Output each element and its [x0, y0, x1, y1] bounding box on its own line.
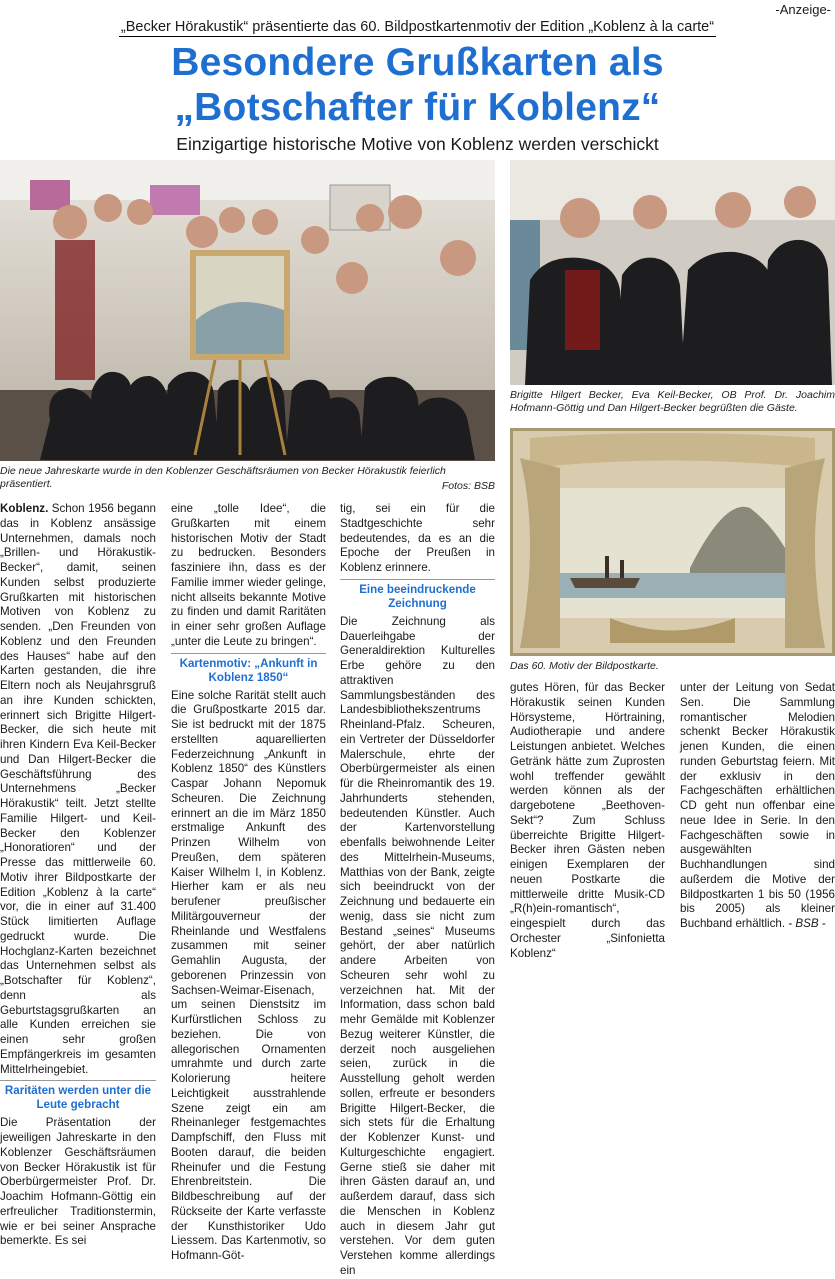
article-column-4	[510, 681, 665, 961]
column-2-paragraph-1: eine „tolle Idee“, die Grußkarten mit einem historischen Motiv der Stadt zu bedrucken. Besonders fasziniere ihn, dass es der Familie immer wieder gelinge, nicht allseits bekannte Motive zu finden und damit Raritäten in einer sehr großen Auflage „unter die Leute zu bringen“.	[171, 502, 326, 648]
postcard-motif-image	[510, 428, 835, 656]
headline-line-1: Besondere Grußkarten als	[171, 41, 664, 84]
article-column-2	[171, 502, 326, 1264]
dateline: Koblenz.	[0, 502, 49, 515]
headline	[0, 40, 835, 130]
article-column-1	[0, 502, 156, 1249]
postcard-caption: Das 60. Motiv der Bildpostkarte.	[510, 660, 659, 672]
column-1-paragraph-1: Schon 1956 begann das in Koblenz ansässige Unternehmen, damals noch „Brillen- und Hörakustik-Becker“, damit, seinen Kunden selbst produzierte Grußkarten mit historischen Motiven von Koblenz zu senden. „Den Freunden von Koblenz und den Freunden des Hauses“ habe auf den Karten gestanden, die ihre Eltern noch als Neujahrsgruß an ihre Kunden schickten, erinnert sich Brigitte Hilgert-Becker, die sich heute mit ihren Kindern Eva Keil-Becker und Dan Hilgert-Becker die Geschäftsführung des Unternehmens „Becker Hörakustik“ teilt. Jetzt stellte Familie Hilgert- und Keil-Becker den Koblenzer „Honoratioren“ und der Presse das mittlerweile 60. Motiv ihrer Bildpostkarte der Edition „Koblenz à la carte“ vor, die in einer auf 31.400 Stück limitierten Auflage gedruckt wurde. Die Hochglanz-Karten bezeichnet das Unternehmen selbst als „Botschafter für Koblenz“, denn als Geburtstagsgrußkarten an alle Kunden erreichen sie einen sehr großen Empfängerkreis im gesamten Mittelrheingebiet.	[0, 502, 156, 1076]
photo-credit: Fotos: BSB	[441, 480, 495, 492]
article-column-3	[340, 502, 495, 1279]
group-photo-right	[510, 160, 835, 385]
right-photo-illustration	[510, 160, 835, 385]
article-column-5	[680, 681, 835, 932]
main-photo-caption: Die neue Jahreskarte wurde in den Koblenzer Geschäftsräumen von Becker Hörakustik feierlich präsentiert.	[0, 465, 446, 490]
subheading-card-motif: Kartenmotiv: „Ankunft in Koblenz 1850“	[171, 653, 326, 685]
headline-line-2: „Botschafter für Koblenz“	[174, 86, 661, 129]
right-photo-caption: Brigitte Hilgert Becker, Eva Keil-Becker, OB Prof. Dr. Joachim Hofmann-Göttig und Dan Hilgert-Becker begrüßten die Gäste.	[510, 389, 835, 414]
subheadline: Einzigartige historische Motive von Koblenz werden verschickt	[176, 134, 659, 154]
kicker-line	[0, 19, 835, 35]
column-5-paragraph-1: unter der Leitung von Sedat Sen. Die Sammlung romantischer Melodien schenkt Becker Hörakustik jenen Kunden, die einen runden Geburtstag feiern. Mit der exklusiv in den Fachgeschäften erhältlichen CD geht nun offenbar eine neue Idee in Serie. In den Fachgeschäften sowie in ausgewählten Buchhandlungen sind außerdem die Motive der Bildpostkarten 1 bis 50 (1956 bis 2005) als kleiner Buchband erhältlich.	[680, 681, 835, 930]
column-1-paragraph-2: Die Präsentation der jeweiligen Jahreskarte in den Koblenzer Geschäftsräumen von Becker Hörakustik ist für Oberbürgermeister Prof. Dr. Joachim Hofmann-Göttig ein erfreulicher Traditionstermin, wie er bei seiner Ansprache bemerkte. Es sei	[0, 1116, 156, 1248]
author-signature: - BSB -	[788, 917, 826, 930]
subheading-drawing: Eine beeindruckende Zeichnung	[340, 579, 495, 611]
advertisement-label: -Anzeige-	[775, 2, 831, 17]
postcard-illustration	[510, 428, 835, 656]
column-3-paragraph-1: tig, sei ein für die Stadtgeschichte sehr bedeutendes, da es an die Epoche der Preußen in Koblenz erinnere.	[340, 502, 495, 574]
column-4-paragraph-1: gutes Hören, für das Becker Hörakustik seinen Kunden Hörsysteme, Hörtraining, Audiotherapie und andere Leistungen anbietet. Welches Getränk hätte zum Zuprosten wohl treffender gewählt werden können als der dargebotene „Beethoven-Sekt“? Zum Schluss überreichte Brigitte Hilgert-Becker ihren Gästen neben einigen Exemplaren der neuen Postkarte die mittlerweile dritte Musik-CD „R(h)ein-romantisch“, eingespielt durch das Orchester „Sinfonietta Koblenz“	[510, 681, 665, 960]
subheading-rarities: Raritäten werden unter die Leute gebracht	[0, 1080, 156, 1112]
column-2-paragraph-2: Eine solche Rarität stellt auch die Grußpostkarte 2015 dar. Sie ist bedruckt mit der 1875 erstellten aquarellierten Federzeichnung „Ankunft in Koblenz 1850“ des Künstlers Caspar Johann Nepomuk Scheuren. Die Zeichnung erinnert an die im März 1850 erstmalige Ankunft des Prinzen Wilhelm von Preußen, dem späteren Kaiser Wilhelm I, in Koblenz. Hierher kam er als neu berufener preußischer Militärgouverneur der Rheinlande und Westfalens zusammen mit seiner Gemahlin Augusta, der geborenen Prinzessin von Sachsen-Weimar-Eisenach, um seinen Dienstsitz im Kurfürstlichen Schloss zu beziehen. Die von allegorischen Ornamenten umrahmte und durch zarte Kolorierung heitere Leichtigkeit ausstrahlende Szene zeigt ein am Rheinanleger festgemachtes Dampfschiff, den Fluss mit Booten darauf, die beiden Rheinufer und die Festung Ehrenbreitstein. Die Bildbeschreibung auf der Rückseite der Karte verfasste der Kunsthistoriker Udo Liessem. Das Kartenmotiv, so Hofmann-Göt-	[171, 688, 326, 1262]
group-photo-illustration	[0, 160, 495, 461]
kicker-text: „Becker Hörakustik“ präsentierte das 60. Bildpostkartenmotiv der Edition „Koblenz à la carte“	[120, 19, 715, 35]
column-3-paragraph-2: Die Zeichnung als Dauerleihgabe der Generaldirektion Kulturelles Erbe gehöre zu den attraktiven Sammlungsbeständen des Landesbibliothekszentrums Rheinland-Pfalz. Scheuren, ein Vertreter der Düsseldorfer Malerschule, ehrte der Oberbürgermeister als einen für die Rheinromantik des 19. Jahrhunderts stehenden, bedeutenden Künstler. Auch der Kartenvorstellung ebenfalls beiwohnende Leiter des Mittelrhein-Museums, Matthias von der Bank, zeigte sich beeindruckt von der Zeichnung und bedauerte ein wenig, dass sie nicht zum Bestand „seines“ Museums gehört, der aber natürlich andere Arbeiten von Scheuren sehr wohl zu verzeichnen hat. Mit der Information, dass schon bald mehr Gemälde mit Koblenzer Bezug weiterer Künstler, die derzeit noch ausgeliehen seien, zurück in die Ausstellung geholt werden sollen, erfreute er besonders Brigitte Hilgert-Becker, die sich stets für die Erhaltung der Koblenzer Kunst- und Kulturgeschichte engagiert. Gerne stieß sie daher mit ihren Gästen darauf an, und außerdem darauf, dass sich die Menschen in Koblenz auch in diesem Jahr gut verstehen. Vor dem guten Verstehen komme allerdings ein	[340, 614, 495, 1277]
group-photo-main	[0, 160, 495, 461]
